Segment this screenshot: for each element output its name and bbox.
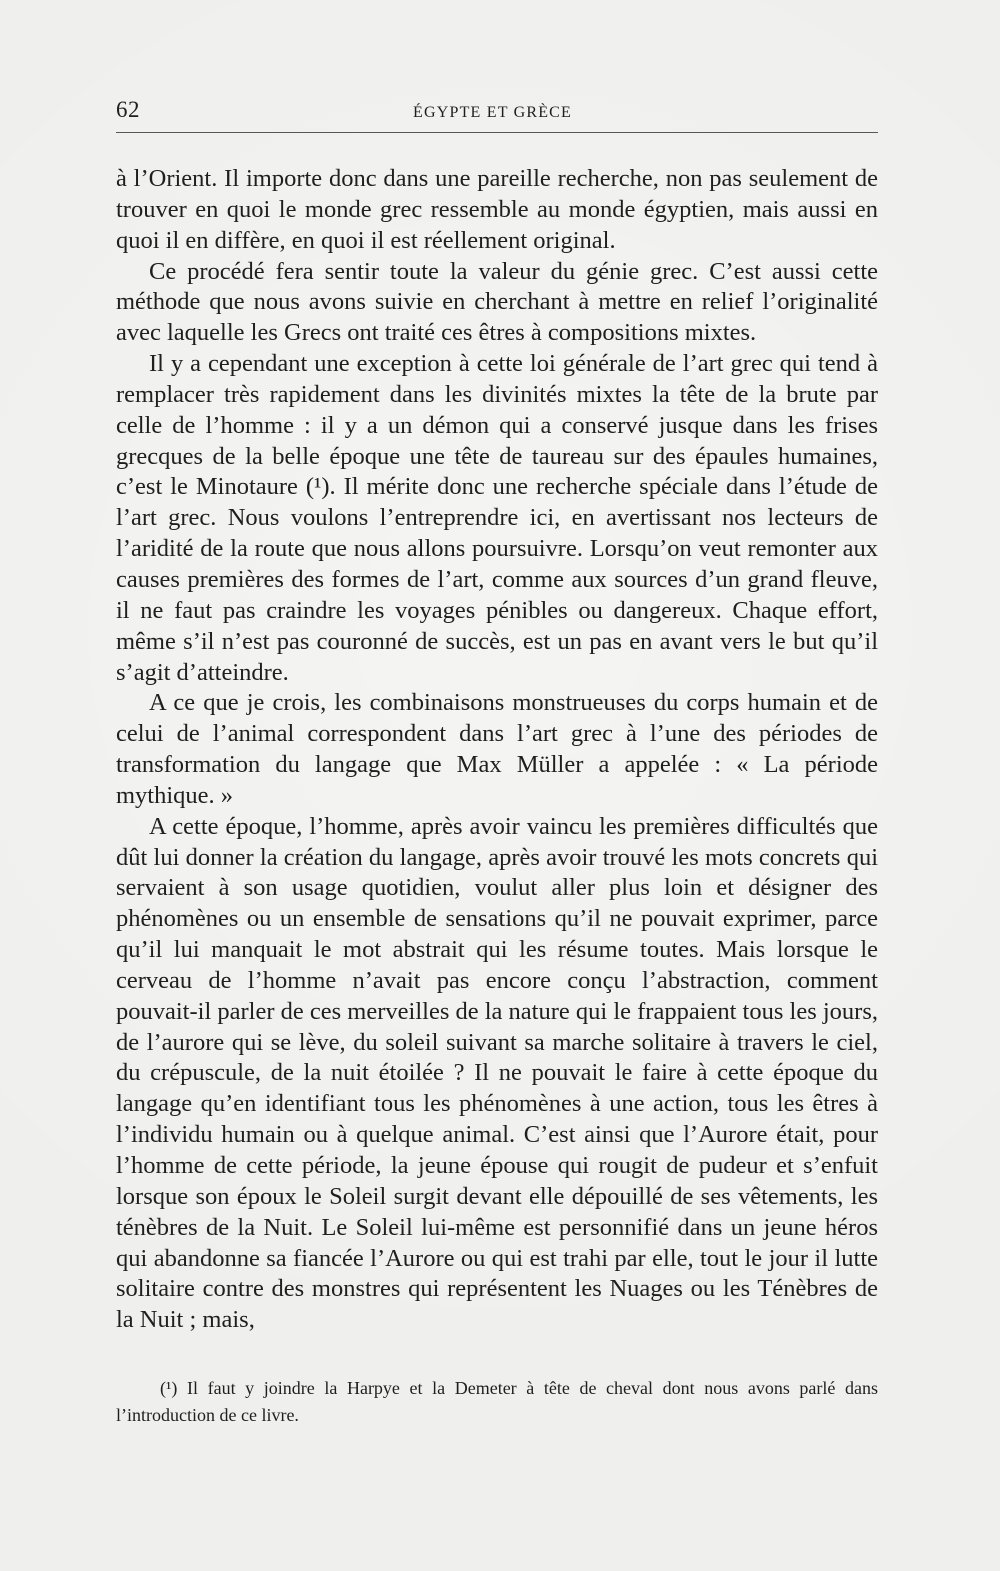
paragraph-5: A cette époque, l’homme, après avoir vaincu les premières difficultés que dût lui donner la création du langage, après avoir trouvé les mots concrets qui servaient à son usage quotidien, voulut aller plus loin et désigner des phénomènes ou un ensemble de sensations qu’il ne pouvait exprimer, parce qu’il lui manquait le mot abstrait qui les résume toutes. Mais lorsque le cerveau de l’homme n’avait pas encore conçu l’abstraction, comment pouvait-il parler de ces merveilles de la nature qui le frappaient tous les jours, de l’aurore qui se lève, du soleil suivant sa marche solitaire à travers le ciel, du crépuscule, de la nuit étoilée ? Il ne pouvait le faire à cette époque du langage qu’en identifiant tous les phénomènes à une action, tous les êtres à l’individu humain ou à quelque animal. C’est ainsi que l’Aurore était, pour l’homme de cette période, la jeune épouse qui rougit de pudeur et s’enfuit lorsque son époux le Soleil surgit devant elle dépouillé de ses vêtements, les ténèbres de la Nuit. Le Soleil lui-même est personnifié dans un jeune héros qui abandonne sa fiancée l’Aurore ou qui est trahi par elle, tout le jour il lutte solitaire contre des monstres qui représentent les Nuages ou les Ténèbres de la Nuit ; mais, [116,812,878,1334]
footnote [116,1375,878,1429]
paragraph-2: Ce procédé fera sentir toute la valeur du génie grec. C’est aussi cette méthode que nous avons suivie en cherchant à mettre en relief l’originalité avec laquelle les Grecs ont traité ces êtres à compositions mixtes. [116,257,878,347]
footnote-text: (¹) Il faut y joindre la Harpye et la Demeter à tête de cheval dont nous avons parlé dans l’introduction de ce livre. [116,1378,878,1425]
paragraph-1: à l’Orient. Il importe donc dans une pareille recherche, non pas seulement de trouver en quoi le monde grec ressemble au monde égyptien, mais aussi en quoi il en diffère, en quoi il est réellement original. [116,165,878,254]
page-header [116,97,878,137]
page-number: 62 [116,97,140,122]
header-rule [116,132,878,133]
body-text [116,164,878,1336]
running-title: ÉGYPTE ET GRÈCE [413,104,573,121]
paragraph-3: Il y a cependant une exception à cette loi générale de l’art grec qui tend à remplacer très rapidement dans les divinités mixtes la tête de la brute par celle de l’homme : il y a un démon qui a conservé jusque dans les frises grecques de la belle époque une tête de taureau sur des épaules humaines, c’est le Minotaure (¹). Il mérite donc une recherche spéciale dans l’étude de l’art grec. Nous voulons l’entreprendre ici, en avertissant nos lecteurs de l’aridité de la route que nous allons poursuivre. Lorsqu’on veut remonter aux causes premières des formes de l’art, comme aux sources d’un grand fleuve, il ne faut pas craindre les voyages pénibles ou dangereux. Chaque effort, même s’il n’est pas couronné de succès, est un pas en avant vers le but qu’il s’agit d’atteindre. [116,350,878,686]
paragraph-4: A ce que je crois, les combinaisons monstrueuses du corps humain et de celui de l’animal correspondent dans l’art grec à l’une des périodes de transformation du langage que Max Müller a appelée : « La période mythique. » [116,689,878,809]
